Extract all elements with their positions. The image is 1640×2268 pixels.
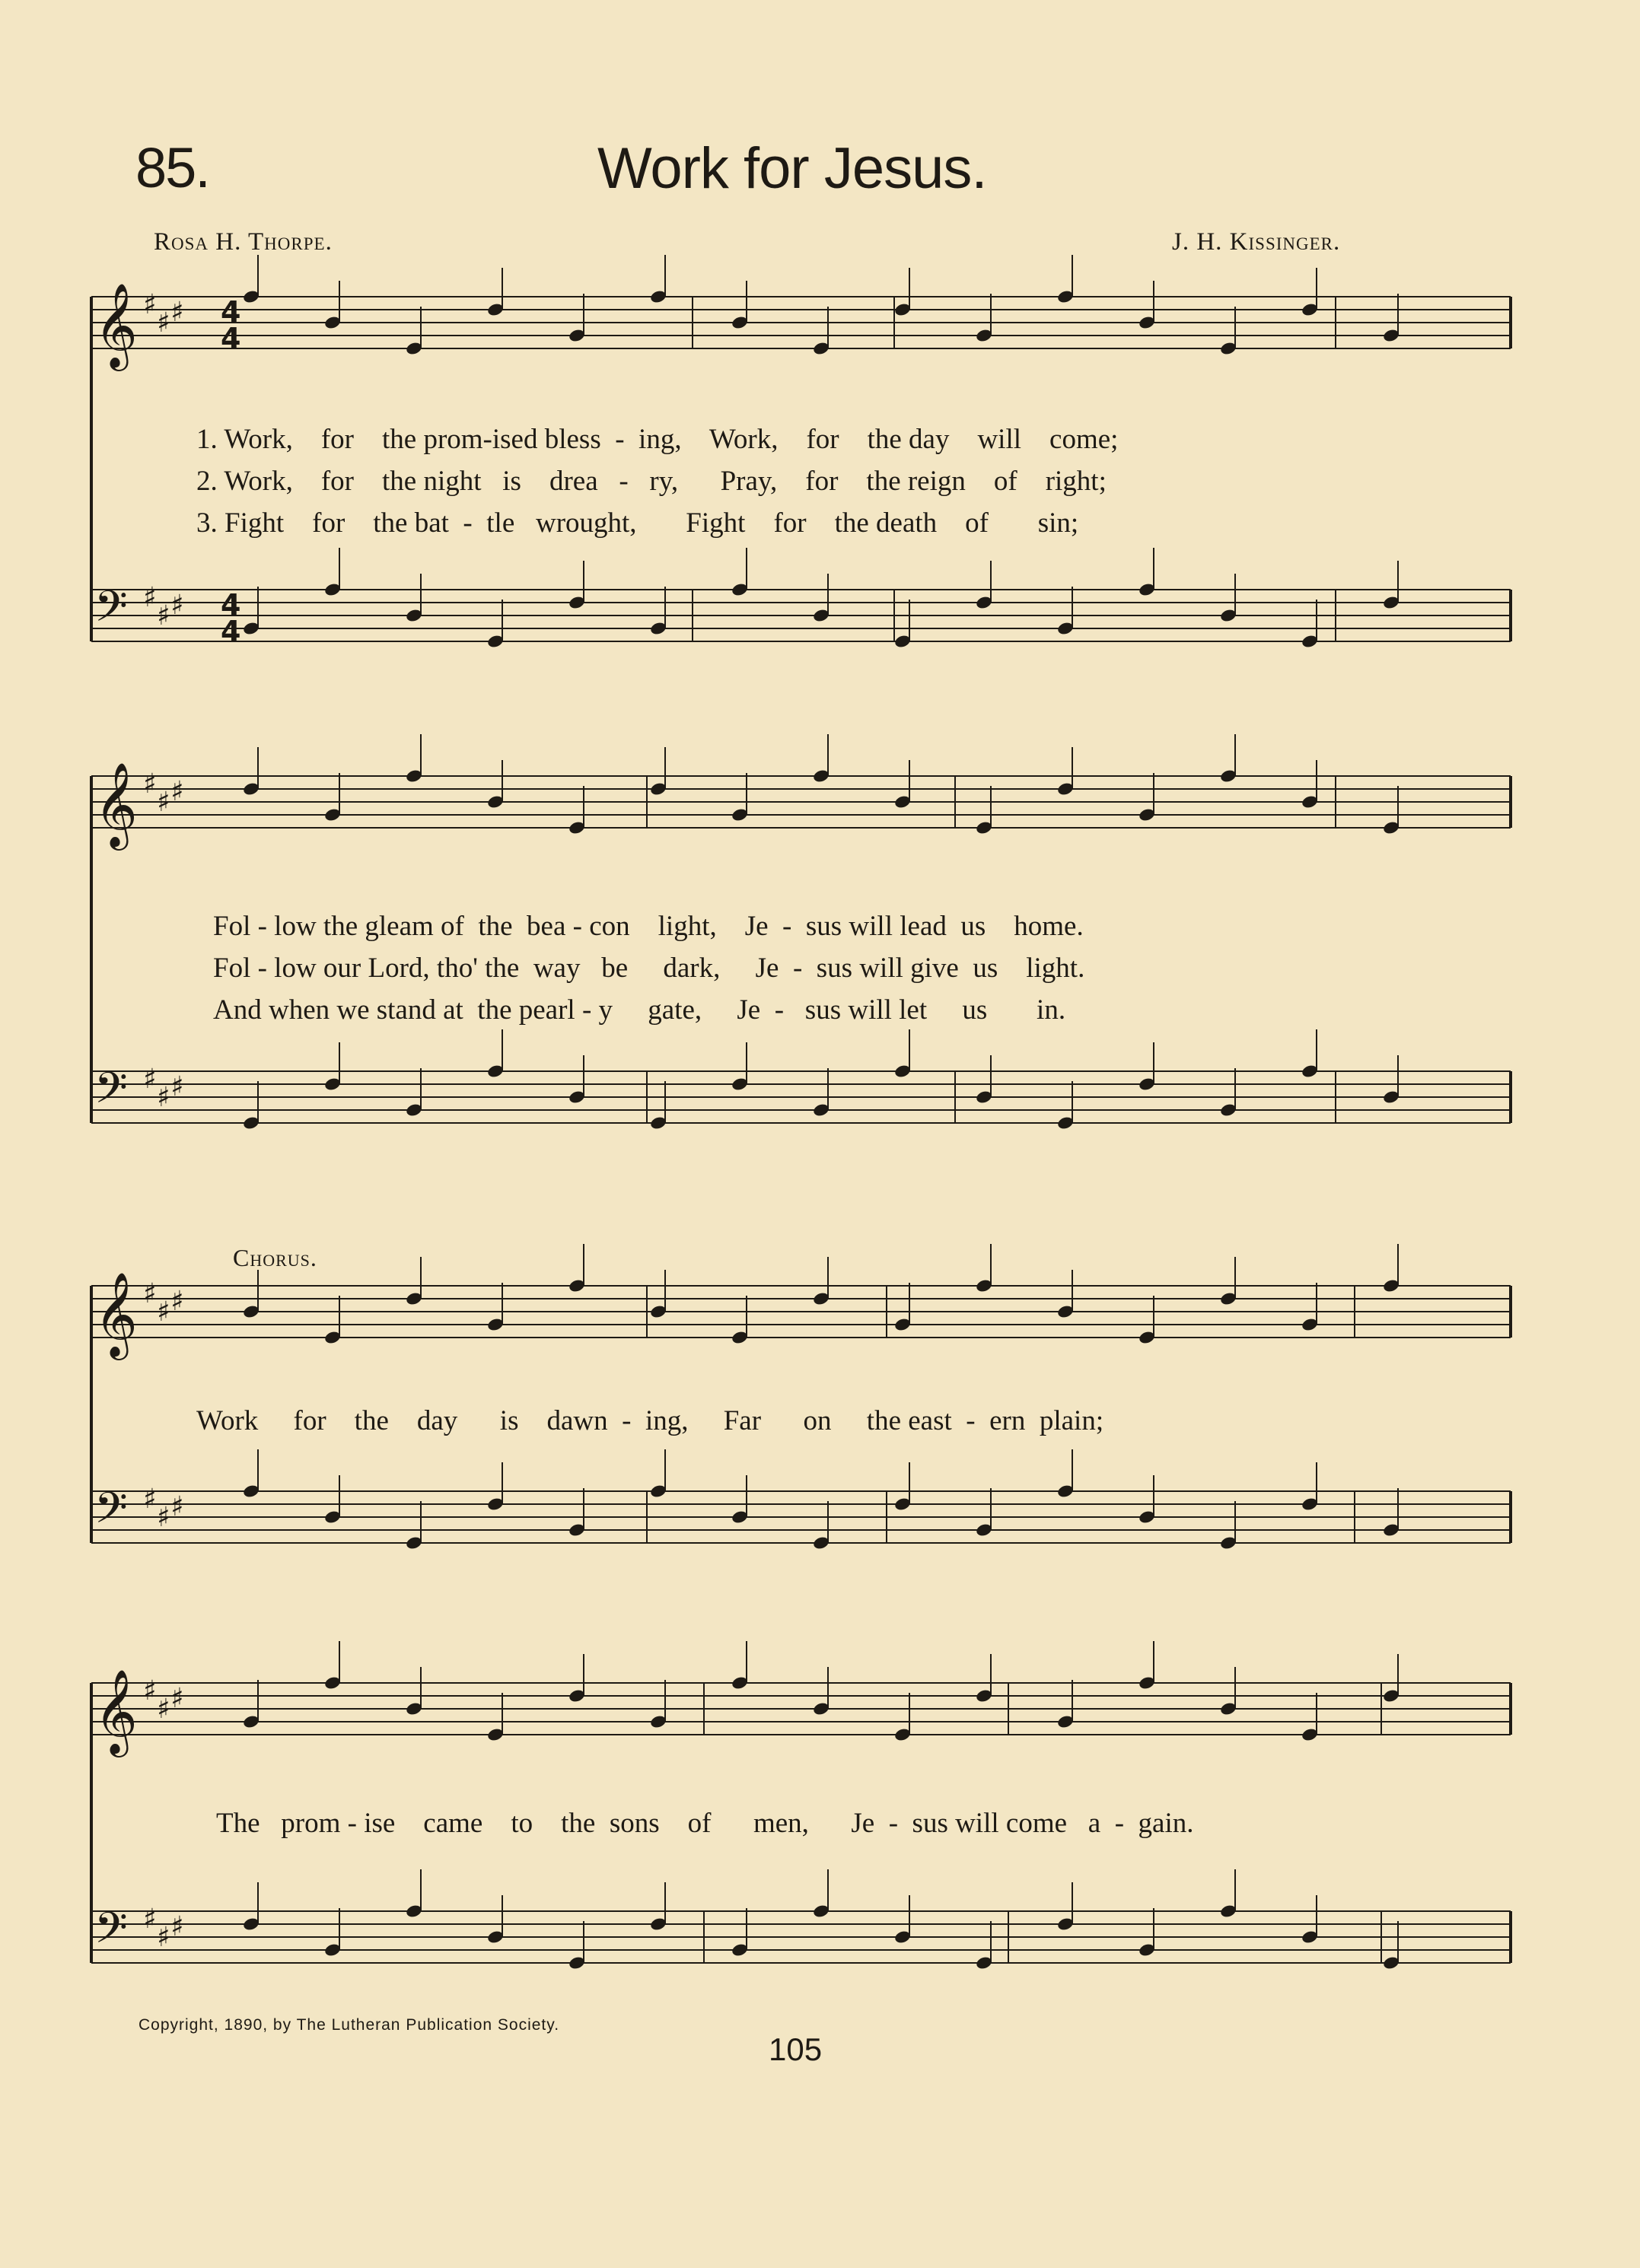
bass-clef-icon: 𝄢 — [94, 1064, 128, 1124]
treble-clef-icon: 𝄞 — [94, 762, 138, 847]
sharp-icon: ♯ — [143, 289, 157, 320]
sharp-icon: ♯ — [170, 1683, 184, 1714]
sharp-icon: ♯ — [143, 1675, 157, 1707]
chorus-line1: Work for the day is dawn - ing, Far on the east - ern plain; — [196, 1405, 1104, 1436]
sharp-icon: ♯ — [170, 1491, 184, 1522]
treble-clef-icon: 𝄞 — [94, 1668, 138, 1754]
sharp-icon: ♯ — [143, 1904, 157, 1935]
verse3-line1: 3. Fight for the bat - tle wrought, Fight for the death of sin; — [196, 507, 1079, 539]
sharp-icon: ♯ — [170, 590, 184, 621]
sharp-icon: ♯ — [170, 1286, 184, 1317]
chorus-line2: The prom - ise came to the sons of men, Je - sus will come a - gain. — [216, 1808, 1194, 1839]
sharp-icon: ♯ — [157, 1922, 170, 1953]
verse2-line2: Fol - low our Lord, tho' the way be dark, Je - sus will give us light. — [213, 953, 1085, 984]
verse2-line1: 2. Work, for the night is drea - ry, Pray, for the reign of right; — [196, 466, 1107, 497]
treble-clef-icon: 𝄞 — [94, 1271, 138, 1357]
time-signature-bottom: 4 — [221, 615, 241, 648]
copyright-notice: Copyright, 1890, by The Lutheran Publication Society. — [139, 2016, 560, 2034]
bass-clef-icon: 𝄢 — [94, 582, 128, 642]
sharp-icon: ♯ — [143, 1278, 157, 1309]
composer-credit: J. H. Kissinger. — [1172, 228, 1341, 256]
sharp-icon: ♯ — [170, 1911, 184, 1942]
sharp-icon: ♯ — [157, 600, 170, 631]
sharp-icon: ♯ — [143, 768, 157, 800]
time-signature-top: 4 — [221, 295, 241, 329]
time-signature-bottom: 4 — [221, 322, 241, 355]
sharp-icon: ♯ — [143, 1064, 157, 1095]
treble-clef-icon: 𝄞 — [94, 282, 138, 367]
sharp-icon: ♯ — [170, 1071, 184, 1102]
sharp-icon: ♯ — [170, 297, 184, 328]
hymn-title: Work for Jesus. — [597, 136, 987, 201]
chorus-label: Chorus. — [233, 1244, 317, 1271]
sharp-icon: ♯ — [157, 1694, 170, 1725]
sharp-icon: ♯ — [170, 776, 184, 807]
time-signature-top: 4 — [221, 588, 241, 622]
verse1-line2: Fol - low the gleam of the bea - con light, Je - sus will lead us home. — [213, 911, 1084, 942]
sharp-icon: ♯ — [157, 1082, 170, 1113]
sharp-icon: ♯ — [157, 787, 170, 818]
sharp-icon: ♯ — [157, 307, 170, 339]
hymn-number: 85. — [135, 136, 209, 199]
sharp-icon: ♯ — [143, 582, 157, 613]
sharp-icon: ♯ — [157, 1502, 170, 1533]
sharp-icon: ♯ — [157, 1296, 170, 1328]
bass-clef-icon: 𝄢 — [94, 1904, 128, 1964]
sharp-icon: ♯ — [143, 1484, 157, 1515]
verse1-line1: 1. Work, for the prom-ised bless - ing, Work, for the day will come; — [196, 424, 1119, 455]
bass-clef-icon: 𝄢 — [94, 1484, 128, 1544]
author-credit: Rosa H. Thorpe. — [154, 228, 333, 256]
page-number: 105 — [769, 2031, 823, 2067]
verse3-line2: And when we stand at the pearl - y gate, Je - sus will let us in. — [213, 994, 1066, 1026]
